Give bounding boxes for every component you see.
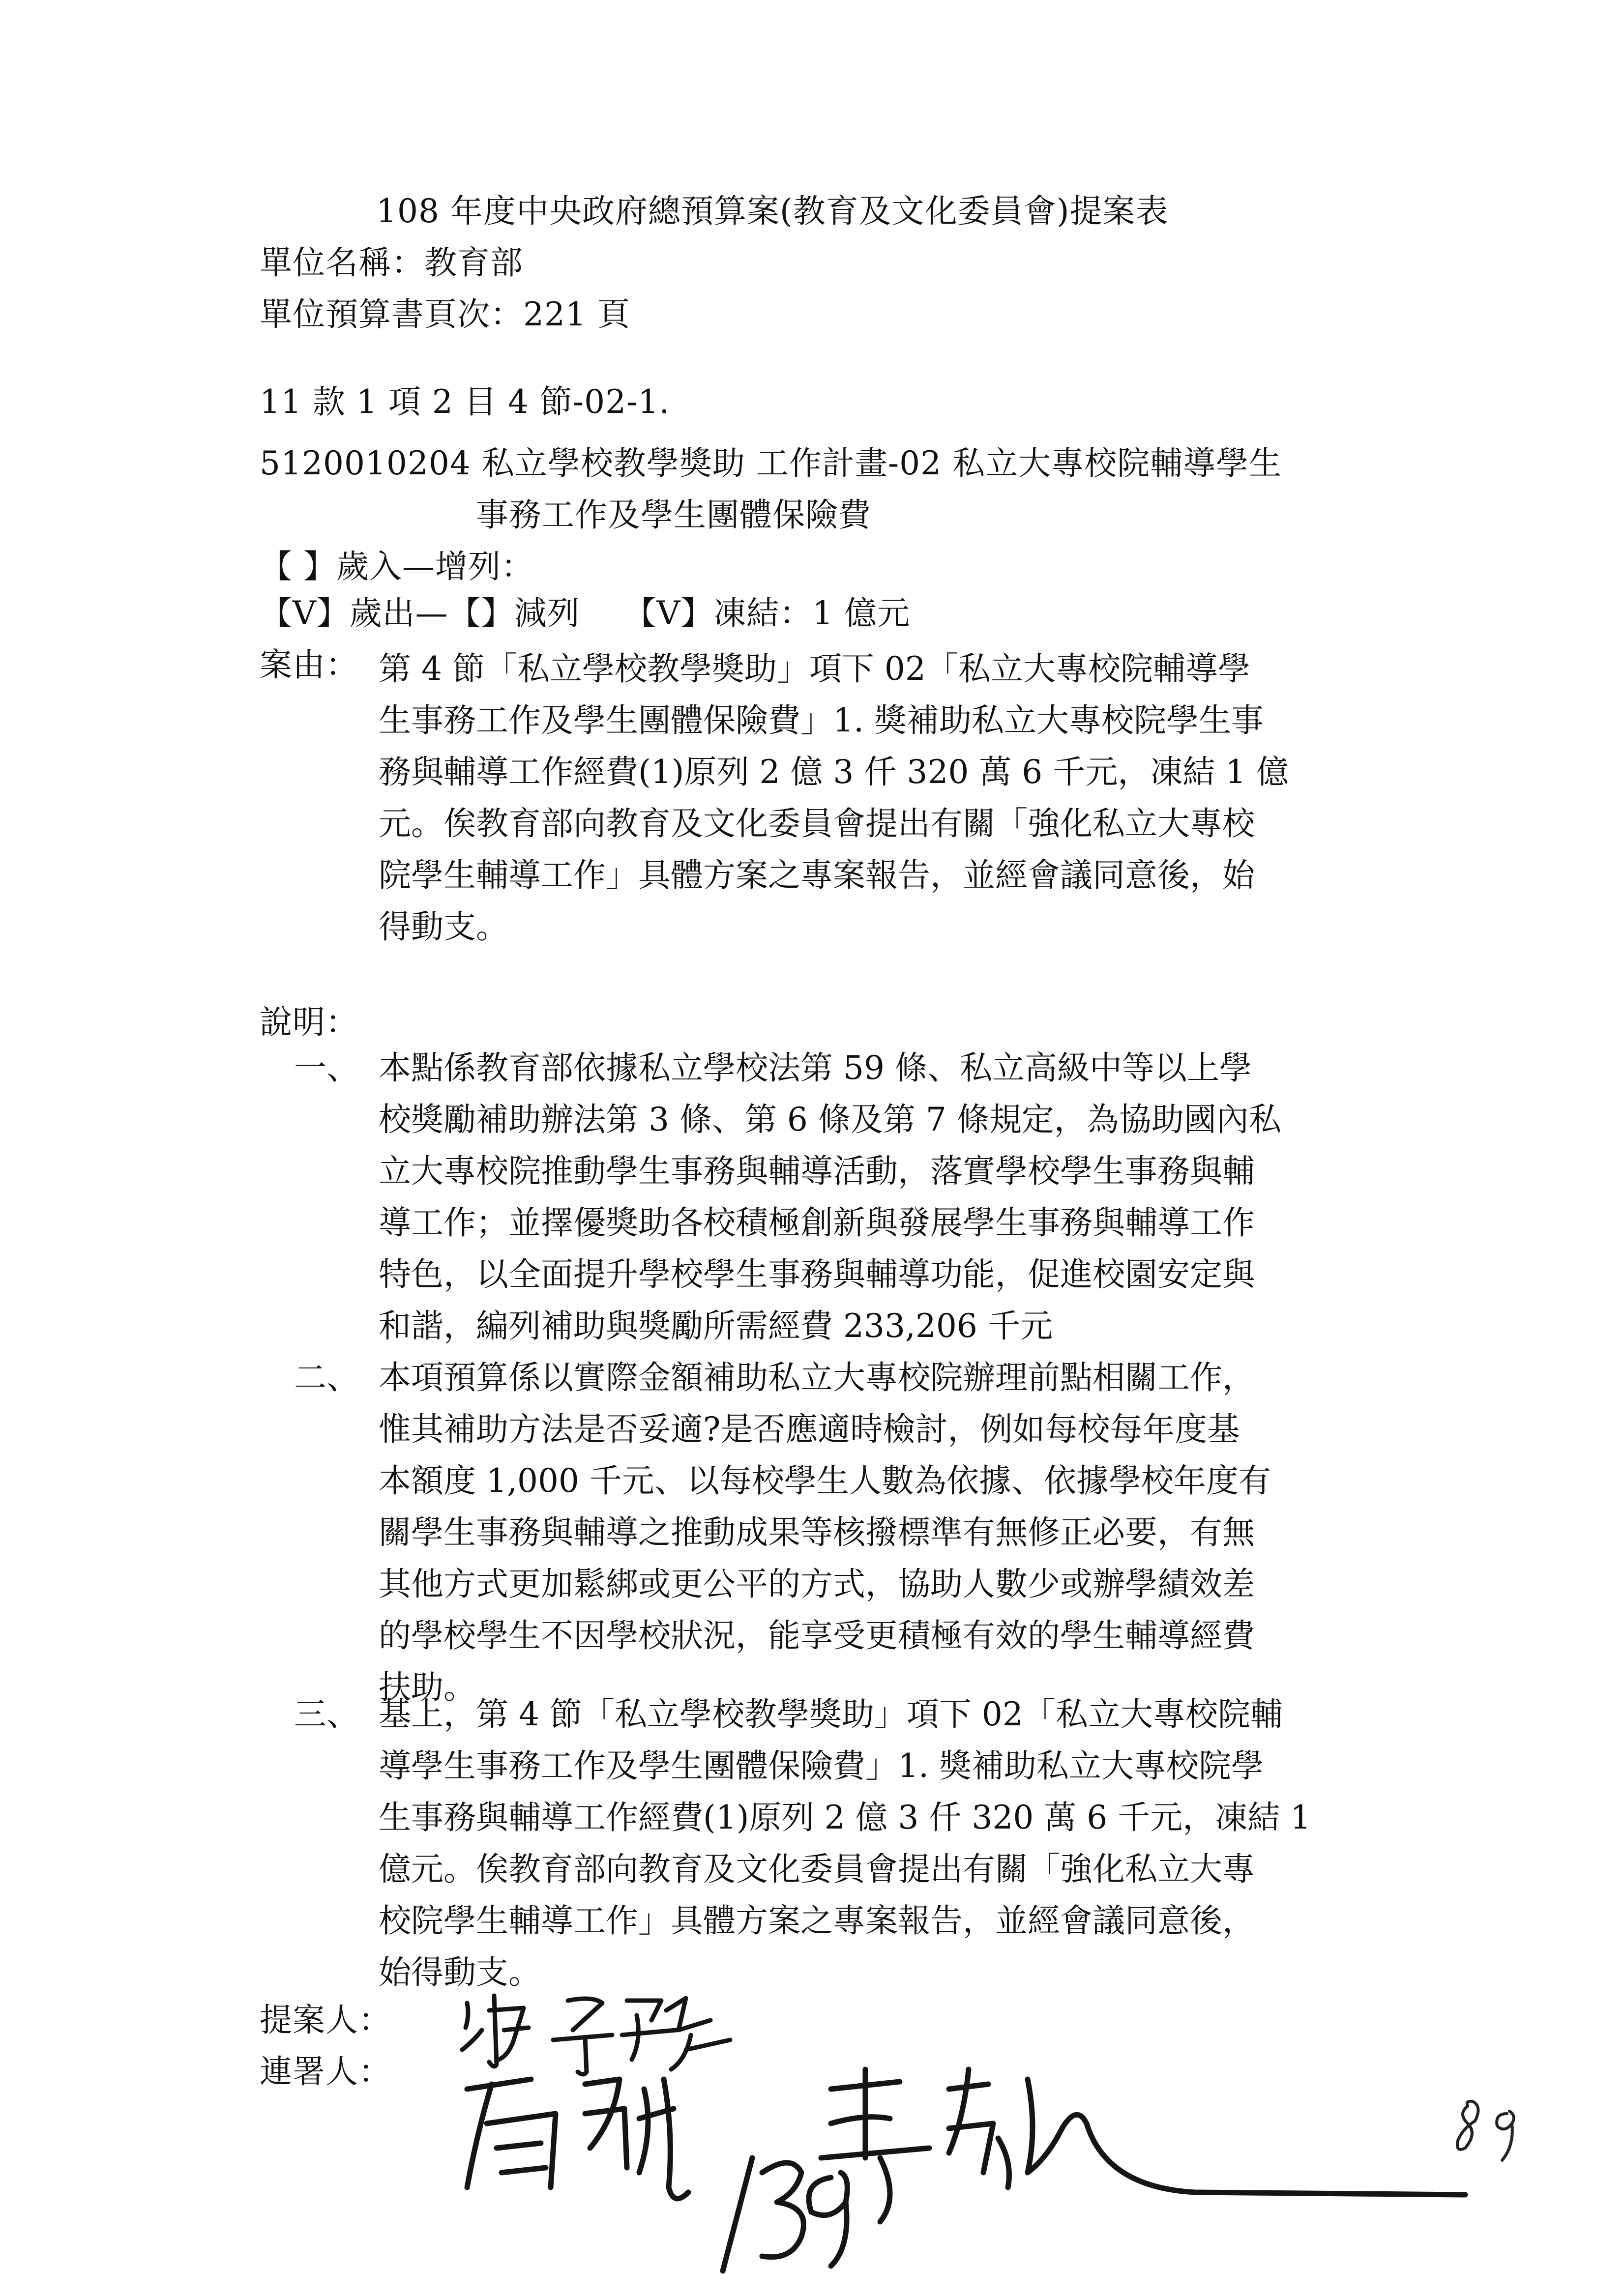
reason-line: 第 4 節「私立學校教學獎助」項下 02「私立大專校院輔導學: [379, 650, 1250, 688]
item-line: 本項預算係以實際金額補助私立大專校院辦理前點相關工作，: [379, 1359, 1255, 1396]
cosigner-label: 連署人：: [260, 2053, 391, 2091]
proposer-label: 提案人：: [260, 2001, 391, 2039]
reason-line: 生事務工作及學生團體保險費」1. 獎補助私立大專校院學生事: [379, 701, 1264, 739]
item-line: 基上，第 4 節「私立學校教學獎助」項下 02「私立大專校院輔: [379, 1695, 1283, 1733]
explanation-item: [379, 1042, 1281, 1352]
item-line: 和諧，編列補助與獎勵所需經費 233,206 千元: [379, 1307, 1053, 1345]
document-title: 108 年度中央政府總預算案(教育及文化委員會)提案表: [376, 192, 1169, 230]
item-line: 導工作；並擇優獎助各校積極創新與發展學生事務與輔導工作: [379, 1204, 1255, 1242]
expense-line: 【V】歲出—【】減列 【V】凍結：1 億元: [260, 594, 911, 632]
cosigner-signature: [457, 2060, 1470, 2291]
item-line: 始得動支。: [379, 1953, 541, 1991]
item-line: 億元。俟教育部向教育及文化委員會提出有關「強化私立大專: [379, 1850, 1255, 1888]
revenue-line: 【 】歲入—增列：: [260, 548, 534, 585]
item-line: 其他方式更加鬆綁或更公平的方式，協助人數少或辦學績效差: [379, 1565, 1255, 1603]
item-line: 扶助。: [379, 1668, 476, 1706]
budget-code-line: 11 款 1 項 2 目 4 節-02-1.: [260, 383, 670, 421]
item-line: 校院學生輔導工作」具體方案之專案報告，並經會議同意後，: [379, 1902, 1255, 1940]
reason-line: 元。俟教育部向教育及文化委員會提出有關「強化私立大專校: [379, 805, 1255, 843]
unit-name-line: 單位名稱：教育部: [260, 244, 523, 282]
reason-line: 務與輔導工作經費(1)原列 2 億 3 仟 320 萬 6 千元，凍結 1 億: [379, 753, 1289, 791]
item-number: 三、: [294, 1695, 359, 1733]
plan-line-2: 事務工作及學生團體保險費: [476, 496, 871, 534]
explanation-item: [379, 1688, 1311, 1998]
item-line: 生事務與輔導工作經費(1)原列 2 億 3 仟 320 萬 6 千元，凍結 1: [379, 1799, 1311, 1836]
explanation-item: [379, 1352, 1271, 1713]
item-line: 立大專校院推動學生事務與輔導活動，落實學校學生事務與輔: [379, 1152, 1255, 1190]
handwritten-page-number: [1448, 2087, 1536, 2172]
item-line: 的學校學生不因學校狀況，能享受更積極有效的學生輔導經費: [379, 1617, 1255, 1655]
item-line: 惟其補助方法是否妥適?是否應適時檢討，例如每校每年度基: [379, 1410, 1240, 1448]
reason-line: 院學生輔導工作」具體方案之專案報告，並經會議同意後，始: [379, 856, 1255, 894]
reason-line: 得動支。: [379, 908, 508, 946]
reason-label: 案由：: [260, 646, 358, 684]
item-line: 本額度 1,000 千元、以每校學生人數為依據、依據學校年度有: [379, 1462, 1271, 1500]
unit-page-line: 單位預算書頁次：221 頁: [260, 295, 630, 333]
explanation-label: 說明：: [260, 1003, 358, 1041]
item-line: 特色，以全面提升學校學生事務與輔導功能，促進校園安定與: [379, 1255, 1255, 1293]
item-number: 二、: [294, 1359, 359, 1396]
reason-text: [379, 643, 1289, 953]
item-line: 本點係教育部依據私立學校法第 59 條、私立高級中等以上學: [379, 1049, 1252, 1087]
item-line: 導學生事務工作及學生團體保險費」1. 獎補助私立大專校院學: [379, 1747, 1264, 1785]
item-line: 校獎勵補助辦法第 3 條、第 6 條及第 7 條規定，為協助國內私: [379, 1101, 1281, 1138]
item-number: 一、: [294, 1049, 359, 1087]
plan-line-1: 5120010204 私立學校教學獎助 工作計畫-02 私立大專校院輔導學生: [260, 444, 1282, 482]
item-line: 關學生事務與輔導之推動成果等核撥標準有無修正必要，有無: [379, 1513, 1255, 1551]
